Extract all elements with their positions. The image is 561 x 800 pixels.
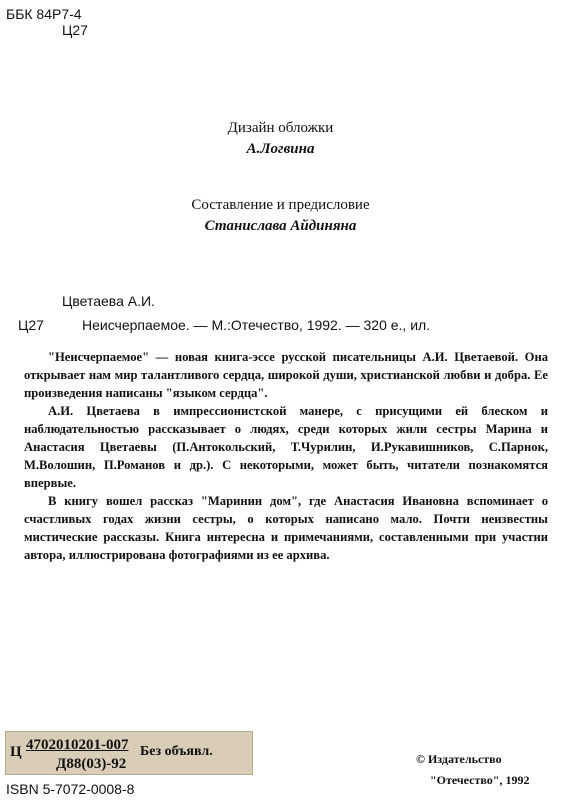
annotation-paragraph: "Неисчерпаемое" — новая книга-эссе русской писательницы А.И. Цветаевой. Она открывает нам мир талантливого сердца, широкой души, христианской любви и добра. Ее произведения написаны "языком сердца". [24, 350, 548, 400]
publisher-name-year: "Отечество", 1992 [430, 773, 530, 787]
classification-code: ББК 84Р7-4 [6, 6, 82, 22]
cover-designer-name: А.Логвина [246, 141, 315, 157]
price-stamp [5, 731, 253, 775]
compiler-name: Станислава Айдиняна [204, 218, 357, 234]
catalog-description: Неисчерпаемое. — М.:Отечество, 1992. — 320 е., ил. [82, 317, 431, 333]
stamp-code: 4702010201-007 [26, 737, 129, 753]
catalog-author: Цветаева А.И. [62, 293, 155, 309]
catalog-mark: Ц27 [18, 317, 44, 333]
annotation [24, 348, 548, 564]
stamp-letter: Ц [10, 744, 22, 760]
isbn: ISBN 5-7072-0008-8 [6, 781, 135, 797]
stamp-lbc: Д88(03)-92 [56, 756, 127, 772]
annotation-paragraph: В книгу вошел рассказ "Маринин дом", где Анастасия Ивановна вспоминает о счастливых годах жизни сестры, о которых написано мало. Почти неизвестны мистические рассказы. Книга интересна и примечаниями, составленными при участии автора, иллюстрирована фотографиями из ее архива. [24, 494, 548, 562]
author-mark: Ц27 [62, 22, 88, 38]
stamp-note: Без объявл. [140, 744, 213, 759]
publisher-copyright: © Издательство [416, 752, 502, 766]
annotation-paragraph: А.И. Цветаева в импрессионистской манере, с присущими ей блеском и наблюдательностью рассказывает о людях, среди которых жили сестры Марина и Анастасия Цветаевы (П.Антокольский, Т.Чурилин, И.Рукавишников, С.Парнок, М.Волошин, П.Романов и др.). С некоторыми, может быть, читатели познакомятся впервые. [24, 404, 548, 490]
compilation-label: Составление и предисловие [191, 197, 370, 213]
cover-design-label: Дизайн обложки [227, 120, 334, 136]
